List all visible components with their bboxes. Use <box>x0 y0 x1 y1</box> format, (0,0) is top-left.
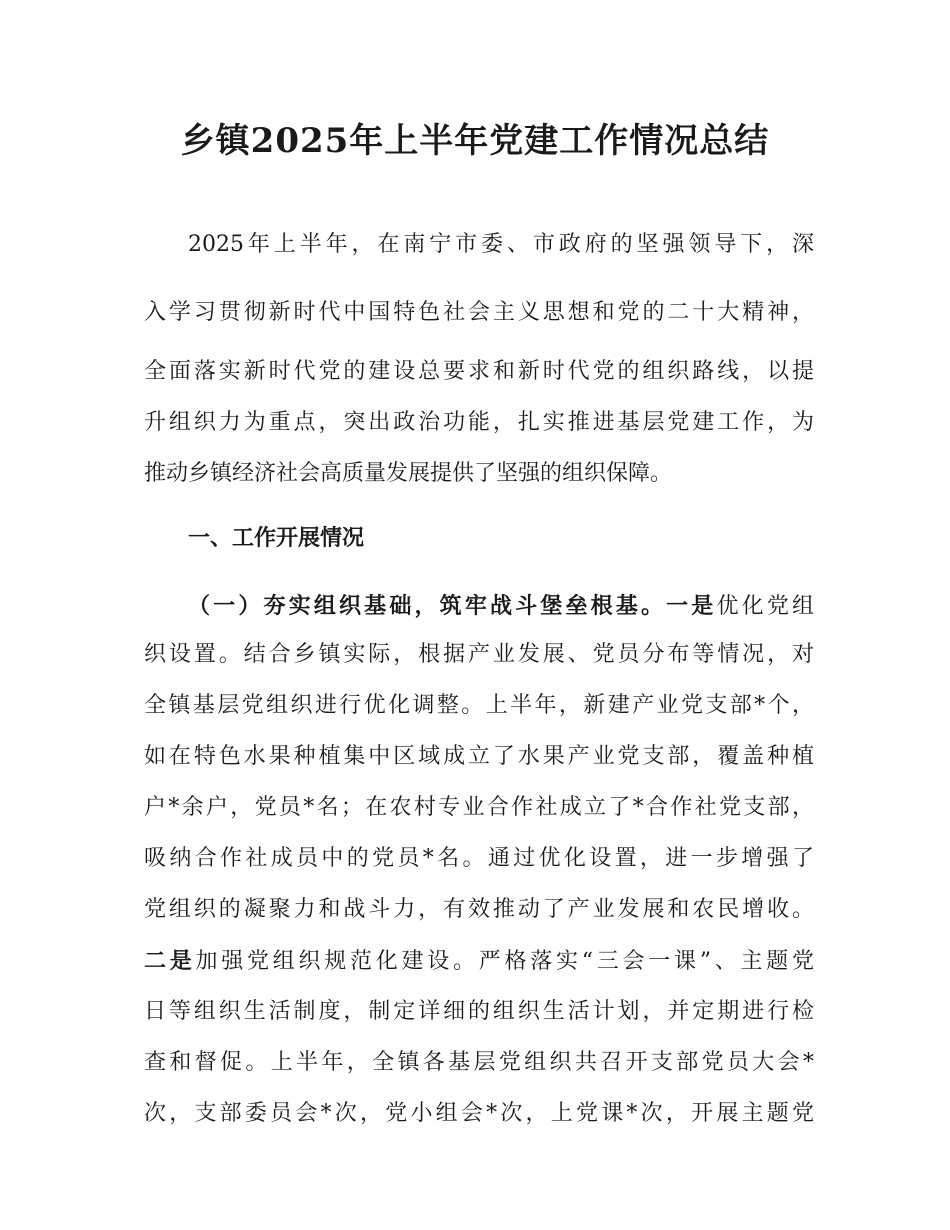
intro-line-3: 全面落实新时代党的建设总要求和新时代党的组织路线，以提 <box>144 359 814 384</box>
body-line: 党组织的凝聚力和战斗力，有效推动了产业发展和农民增收。 <box>144 897 814 922</box>
body-line: 户*余户，党员*名；在农村专业合作社成立了*合作社党支部， <box>144 795 814 820</box>
body-line: 吸纳合作社成员中的党员*名。通过优化设置，进一步增强了 <box>144 846 814 871</box>
body-line: 织设置。结合乡镇实际，根据产业发展、党员分布等情况，对 <box>144 642 814 667</box>
intro-line-4: 升组织力为重点，突出政治功能，扎实推进基层党建工作，为 <box>144 410 814 435</box>
intro-line-2: 入学习贯彻新时代中国特色社会主义思想和党的二十大精神， <box>144 300 814 325</box>
intro-line-1: 2025年上半年，在南宁市委、市政府的坚强领导下，深 <box>188 232 814 257</box>
body-line: 如在特色水果种植集中区域成立了水果产业党支部，覆盖种植 <box>144 744 814 769</box>
document-title: 乡镇2025年上半年党建工作情况总结 <box>180 121 770 161</box>
body-line <box>144 945 814 977</box>
body-line: 查和督促。上半年，全镇各基层党组织共召开支部党员大会* <box>144 1050 814 1075</box>
body-line: 次，支部委员会*次，党小组会*次，上党课*次，开展主题党 <box>144 1101 814 1126</box>
subsection-first-line <box>188 590 814 622</box>
point-text: 优化党组 <box>716 594 814 619</box>
point-text: 加强党组织规范化建设。严格落实“三会一课”、主题党 <box>195 949 814 974</box>
body-line: 全镇基层党组织进行优化调整。上半年，新建产业党支部*个， <box>144 693 814 718</box>
point-label: 二是 <box>144 948 196 974</box>
subsection-heading: （一）夯实组织基础，筑牢战斗堡垒根基。 <box>188 593 667 619</box>
section-heading: 一、工作开展情况 <box>188 525 365 551</box>
body-line: 日等组织生活制度，制定详细的组织生活计划，并定期进行检 <box>144 999 814 1024</box>
point-label: 一是 <box>666 593 717 619</box>
intro-line-5: 推动乡镇经济社会高质量发展提供了坚强的组织保障。 <box>144 461 673 486</box>
